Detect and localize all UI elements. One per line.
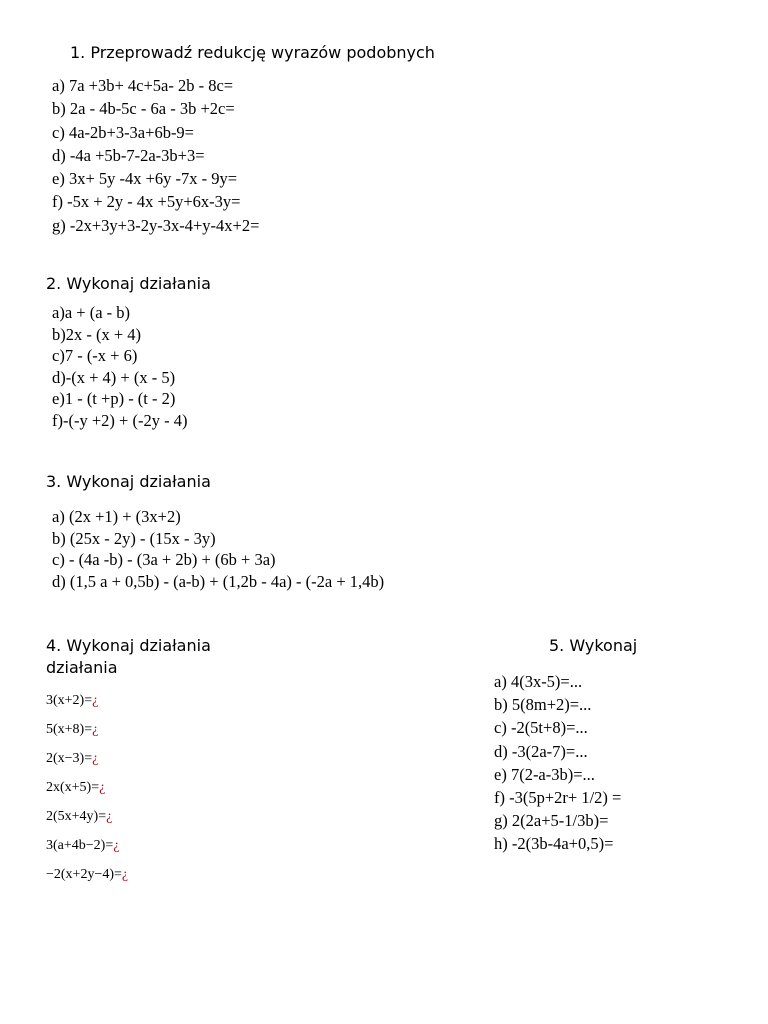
list-item: c) - (4a -b) - (3a + 2b) + (6b + 3a) <box>52 550 276 569</box>
list-item <box>46 860 128 889</box>
section-4-list <box>46 686 128 889</box>
expression: 2x(x+5)= <box>46 780 100 795</box>
list-item: a) 4(3x-5)=... <box>494 672 583 691</box>
list-item: b) (25x - 2y) - (15x - 3y) <box>52 528 216 548</box>
list-item: g) 2(2a+5-1/3b)= <box>494 811 609 831</box>
section-1-heading: 1. Przeprowadź redukcję wyrazów podobnych <box>70 43 435 62</box>
list-item: a)a + (a - b) <box>52 303 131 322</box>
list-item: d)-(x + 4) + (x - 5) <box>52 367 176 387</box>
list-item: e) 3x+ 5y -4x +6y -7x - 9y= <box>52 169 238 189</box>
section-2-heading: 2. Wykonaj działania <box>46 274 211 293</box>
list-item: d) -4a +5b-7-2a-3b+3= <box>52 145 205 165</box>
list-item: f)-(-y +2) + (-2y - 4) <box>52 410 188 430</box>
expression: −2(x+2y−4)= <box>46 867 122 882</box>
list-item: d) (1,5 a + 0,5b) - (a-b) + (1,2b - 4a) - (-2a + 1,4b) <box>52 571 385 591</box>
list-item <box>46 802 128 831</box>
list-item: f) -3(5p+2r+ 1/2) = <box>494 788 622 808</box>
list-item: h) -2(3b-4a+0,5)= <box>494 834 614 854</box>
section-5-heading: 5. Wykonaj <box>549 636 638 655</box>
expression: 3(a+4b−2)= <box>46 838 114 853</box>
section-2-list <box>52 302 187 432</box>
section-4-heading-continued: działania <box>46 658 118 677</box>
mark: ¿ <box>99 780 106 795</box>
list-item: e)1 - (t +p) - (t - 2) <box>52 389 176 409</box>
list-item: c)7 - (-x + 6) <box>52 346 138 366</box>
expression: 2(5x+4y)= <box>46 809 107 824</box>
list-item: a) 7a +3b+ 4c+5a- 2b - 8c= <box>52 76 234 95</box>
mark: ¿ <box>113 838 120 853</box>
expression: 2(x−3)= <box>46 751 93 766</box>
section-1-list <box>52 74 259 237</box>
mark: ¿ <box>92 693 99 708</box>
expression: 3(x+2)= <box>46 693 93 708</box>
mark: ¿ <box>92 722 99 737</box>
section-3-list <box>52 506 384 592</box>
mark: ¿ <box>106 809 113 824</box>
section-4-heading: 4. Wykonaj działania <box>46 636 211 655</box>
list-item <box>46 715 128 744</box>
list-item: c) -2(5t+8)=... <box>494 718 588 738</box>
list-item: e) 7(2-a-3b)=... <box>494 764 595 784</box>
list-item <box>46 831 128 860</box>
list-item: f) -5x + 2y - 4x +5y+6x-3y= <box>52 192 241 212</box>
list-item: c) 4a-2b+3-3a+6b-9= <box>52 122 194 142</box>
list-item: a) (2x +1) + (3x+2) <box>52 507 181 526</box>
list-item: d) -3(2a-7)=... <box>494 741 588 761</box>
list-item <box>46 773 128 802</box>
list-item: b) 5(8m+2)=... <box>494 695 592 715</box>
section-5-list <box>494 670 621 856</box>
mark: ¿ <box>121 867 129 882</box>
expression: 5(x+8)= <box>46 722 93 737</box>
section-3-heading: 3. Wykonaj działania <box>46 472 211 491</box>
list-item <box>46 744 128 773</box>
mark: ¿ <box>92 751 99 766</box>
list-item: g) -2x+3y+3-2y-3x-4+y-4x+2= <box>52 215 260 235</box>
list-item <box>46 686 128 715</box>
list-item: b) 2a - 4b-5c - 6a - 3b +2c= <box>52 99 235 119</box>
list-item: b)2x - (x + 4) <box>52 324 142 344</box>
